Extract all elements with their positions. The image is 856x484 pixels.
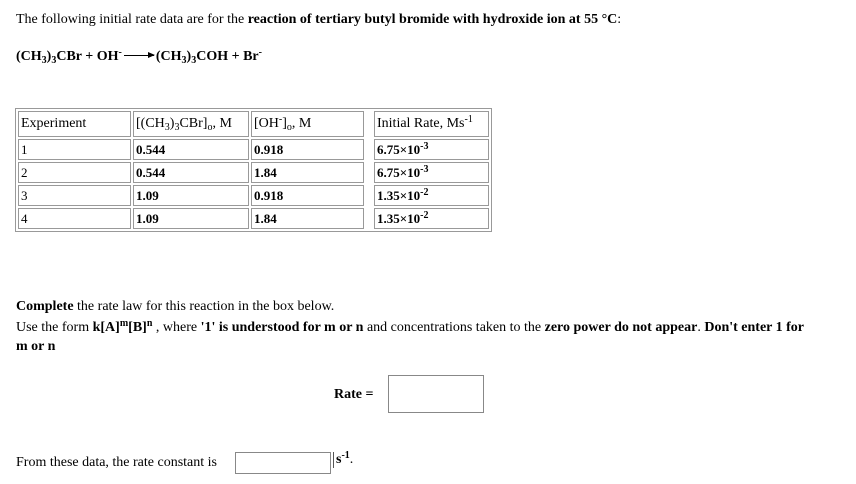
reaction-arrow-icon — [124, 55, 154, 56]
complete-instruction: Complete the rate law for this reaction in the box below. — [16, 299, 335, 314]
rate-constant-unit: $s^{-1}$. — [333, 452, 353, 468]
rate-law-form: $k[A]^m[B]^n$ — [92, 318, 153, 335]
reaction-name: reaction of tertiary butyl bromide with hydroxide ion at 55 °C — [247, 12, 618, 27]
rate-law-input[interactable] — [388, 375, 484, 413]
header-hydroxide: $[OH^-]_o$, M — [251, 111, 364, 137]
header-initial-rate: Initial Rate, $Ms^{-1}$ — [374, 111, 489, 137]
form-instruction: Use the form $k[A]^m[B]^n$ , where '1' is understood for m or n and concentrations taken to the zero power do not appear. Don't enter 1 for m or n — [16, 318, 804, 354]
intro-text: The following initial rate data are for the reaction of tertiary butyl bromide with hydroxide ion at 55 °C: — [16, 12, 622, 27]
rate-label: Rate = — [334, 387, 374, 402]
table-row: 4 1.09 1.84 $1.35\times 10^{-2}$ — [18, 208, 489, 229]
header-experiment: Experiment — [18, 111, 131, 137]
table-row: 1 0.544 0.918 $6.75\times 10^{-3}$ — [18, 139, 489, 160]
table-row: 2 0.544 1.84 $6.75\times 10^{-3}$ — [18, 162, 489, 183]
header-tbutyl-bromide: $[(CH_3)_3CBr]_o$, M — [133, 111, 249, 137]
table-row: 3 1.09 0.918 $1.35\times 10^{-2}$ — [18, 185, 489, 206]
rate-data-table — [15, 108, 492, 232]
rate-constant-input[interactable] — [235, 452, 331, 474]
rate-constant-label: From these data, the rate constant is — [16, 455, 217, 470]
chemical-equation: $(CH_3)_3CBr + OH^-$ $(CH_3)_3COH + Br^-$ — [16, 47, 262, 66]
table-header-row — [18, 111, 489, 137]
